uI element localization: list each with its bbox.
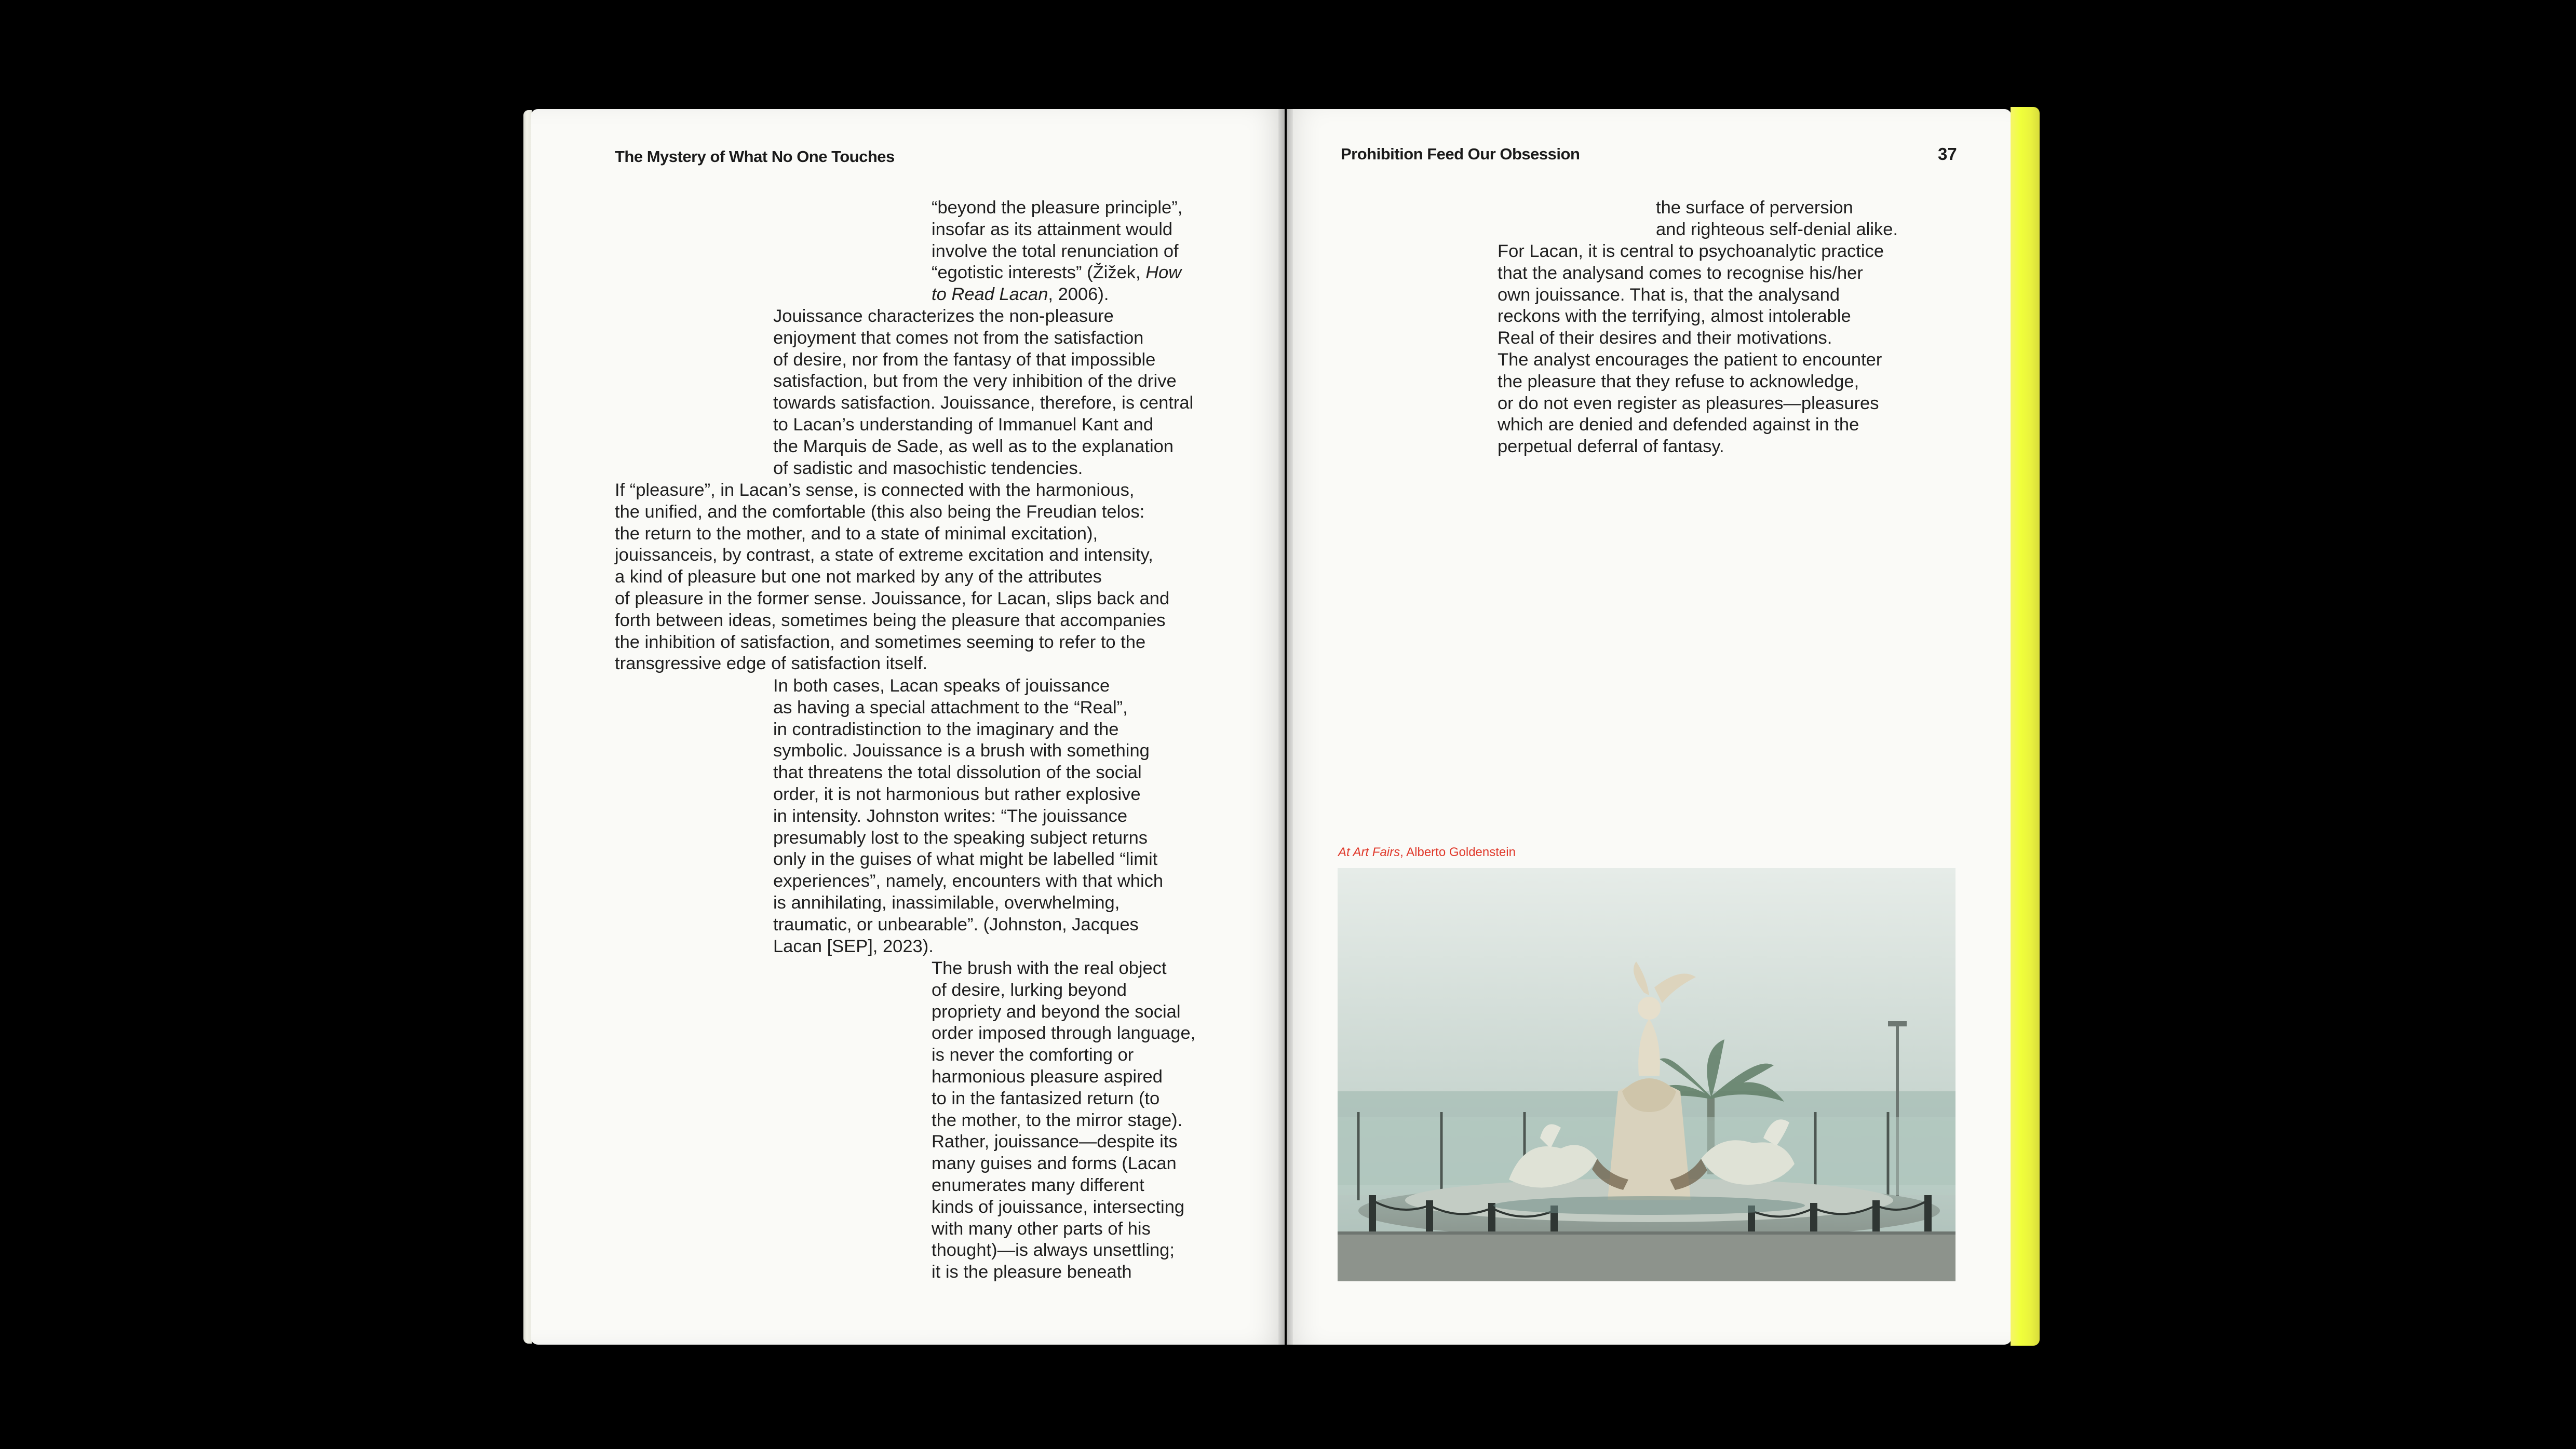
right-text-block-3	[1498, 349, 1882, 458]
right-running-head: Prohibition Feed Our Obsession	[1341, 145, 1580, 163]
line: symbolic. Jouissance is a brush with something	[773, 741, 1150, 761]
line: presumably lost to the speaking subject returns	[773, 828, 1148, 848]
citation-title: How	[1145, 263, 1182, 283]
line: traumatic, or unbearable”. (Johnston, Jacques	[773, 914, 1139, 935]
line: of desire, lurking beyond	[932, 980, 1127, 1000]
line: in intensity. Johnston writes: “The jouissance	[773, 806, 1128, 826]
book-gutter	[1278, 109, 1293, 1345]
line: own jouissance. That is, that the analysand	[1498, 285, 1840, 305]
citation-title: to Read Lacan	[932, 285, 1048, 305]
line: order imposed through language,	[932, 1023, 1196, 1044]
line: that threatens the total dissolution of the social	[773, 763, 1142, 783]
line: with many other parts of his	[932, 1218, 1151, 1239]
line: In both cases, Lacan speaks of jouissance	[773, 676, 1110, 696]
line: involve the total renunciation of	[932, 241, 1179, 261]
line: many guises and forms (Lacan	[932, 1154, 1177, 1174]
line: thought)—is always unsettling;	[932, 1240, 1175, 1261]
line: is annihilating, inassimilable, overwhelming,	[773, 892, 1120, 913]
left-text-block-3	[615, 480, 1169, 675]
line: only in the guises of what might be labelled “limit	[773, 849, 1158, 870]
left-running-head: The Mystery of What No One Touches	[615, 147, 895, 166]
line: the mother, to the mirror stage).	[932, 1110, 1183, 1130]
line: enjoyment that comes not from the satisfaction	[773, 328, 1144, 348]
line: “egotistic interests” (Žižek,	[932, 263, 1146, 283]
line: jouissanceis, by contrast, a state of extreme excitation and intensity,	[615, 545, 1153, 565]
line: propriety and beyond the social	[932, 1001, 1181, 1022]
line: The brush with the real object	[932, 958, 1167, 978]
line: “beyond the pleasure principle”,	[932, 198, 1183, 218]
line: or do not even register as pleasures—pleasures	[1498, 393, 1879, 413]
line: the pleasure that they refuse to acknowledge,	[1498, 371, 1859, 391]
right-text-block-1	[1656, 197, 1898, 241]
line: towards satisfaction. Jouissance, therefore, is central	[773, 393, 1194, 413]
line: Rather, jouissance—despite its	[932, 1132, 1178, 1152]
line: the unified, and the comfortable (this also being the Freudian telos:	[615, 502, 1145, 522]
line: and righteous self-denial alike.	[1656, 219, 1898, 239]
line: the surface of perversion	[1656, 198, 1853, 218]
citation-tail: , 2006).	[1048, 285, 1109, 305]
line: Lacan [SEP], 2023).	[773, 936, 934, 956]
line: that the analysand comes to recognise his/her	[1498, 263, 1863, 283]
line: of desire, nor from the fantasy of that impossible	[773, 349, 1156, 370]
right-page-edge-yellow	[2011, 107, 2040, 1346]
caption-artist: Alberto Goldenstein	[1406, 845, 1516, 859]
line: the Marquis de Sade, as well as to the explanation	[773, 436, 1174, 456]
line: of sadistic and masochistic tendencies.	[773, 458, 1083, 478]
caption-separator: ,	[1400, 845, 1407, 859]
photo-caption	[1338, 845, 1516, 860]
line: of pleasure in the former sense. Jouissance, for Lacan, slips back and	[615, 588, 1170, 608]
line: Jouissance characterizes the non-pleasure	[773, 306, 1114, 326]
fountain-photograph	[1338, 868, 1955, 1281]
line: to in the fantasized return (to	[932, 1088, 1160, 1108]
line: a kind of pleasure but one not marked by any of the attributes	[615, 567, 1102, 587]
left-text-block-4	[773, 675, 1163, 957]
left-text-block-5	[932, 958, 1195, 1283]
line: For Lacan, it is central to psychoanalytic practice	[1498, 241, 1884, 261]
line: forth between ideas, sometimes being the pleasure that accompanies	[615, 610, 1166, 630]
line: satisfaction, but from the very inhibition of the drive	[773, 371, 1177, 391]
line: Real of their desires and their motivations.	[1498, 328, 1832, 348]
line: insofar as its attainment would	[932, 219, 1173, 239]
line: order, it is not harmonious but rather explosive	[773, 784, 1141, 804]
line: perpetual deferral of fantasy.	[1498, 437, 1724, 457]
line: to Lacan’s understanding of Immanuel Kant and	[773, 414, 1154, 435]
page-number: 37	[1938, 144, 1957, 164]
line: If “pleasure”, in Lacan’s sense, is connected with the harmonious,	[615, 480, 1135, 500]
left-text-block-2	[773, 306, 1193, 479]
line: experiences”, namely, encounters with that which	[773, 871, 1164, 891]
line: the return to the mother, and to a state of minimal excitation),	[615, 523, 1098, 544]
line: is never the comforting or	[932, 1045, 1134, 1065]
line: The analyst encourages the patient to encounter	[1498, 350, 1882, 370]
line: the inhibition of satisfaction, and sometimes seeming to refer to the	[615, 632, 1146, 652]
caption-work-title: At Art Fairs	[1338, 845, 1400, 859]
line: kinds of jouissance, intersecting	[932, 1197, 1185, 1217]
line: which are denied and defended against in the	[1498, 415, 1859, 435]
line: in contradistinction to the imaginary and the	[773, 719, 1119, 739]
line: it is the pleasure beneath	[932, 1262, 1132, 1282]
line: transgressive edge of satisfaction itself.	[615, 654, 928, 674]
line: enumerates many different	[932, 1175, 1144, 1195]
right-text-block-2	[1498, 241, 1884, 349]
line: harmonious pleasure aspired	[932, 1066, 1163, 1087]
left-text-block-1	[932, 197, 1182, 306]
line: as having a special attachment to the “Real”,	[773, 697, 1128, 717]
line: reckons with the terrifying, almost intolerable	[1498, 306, 1851, 327]
